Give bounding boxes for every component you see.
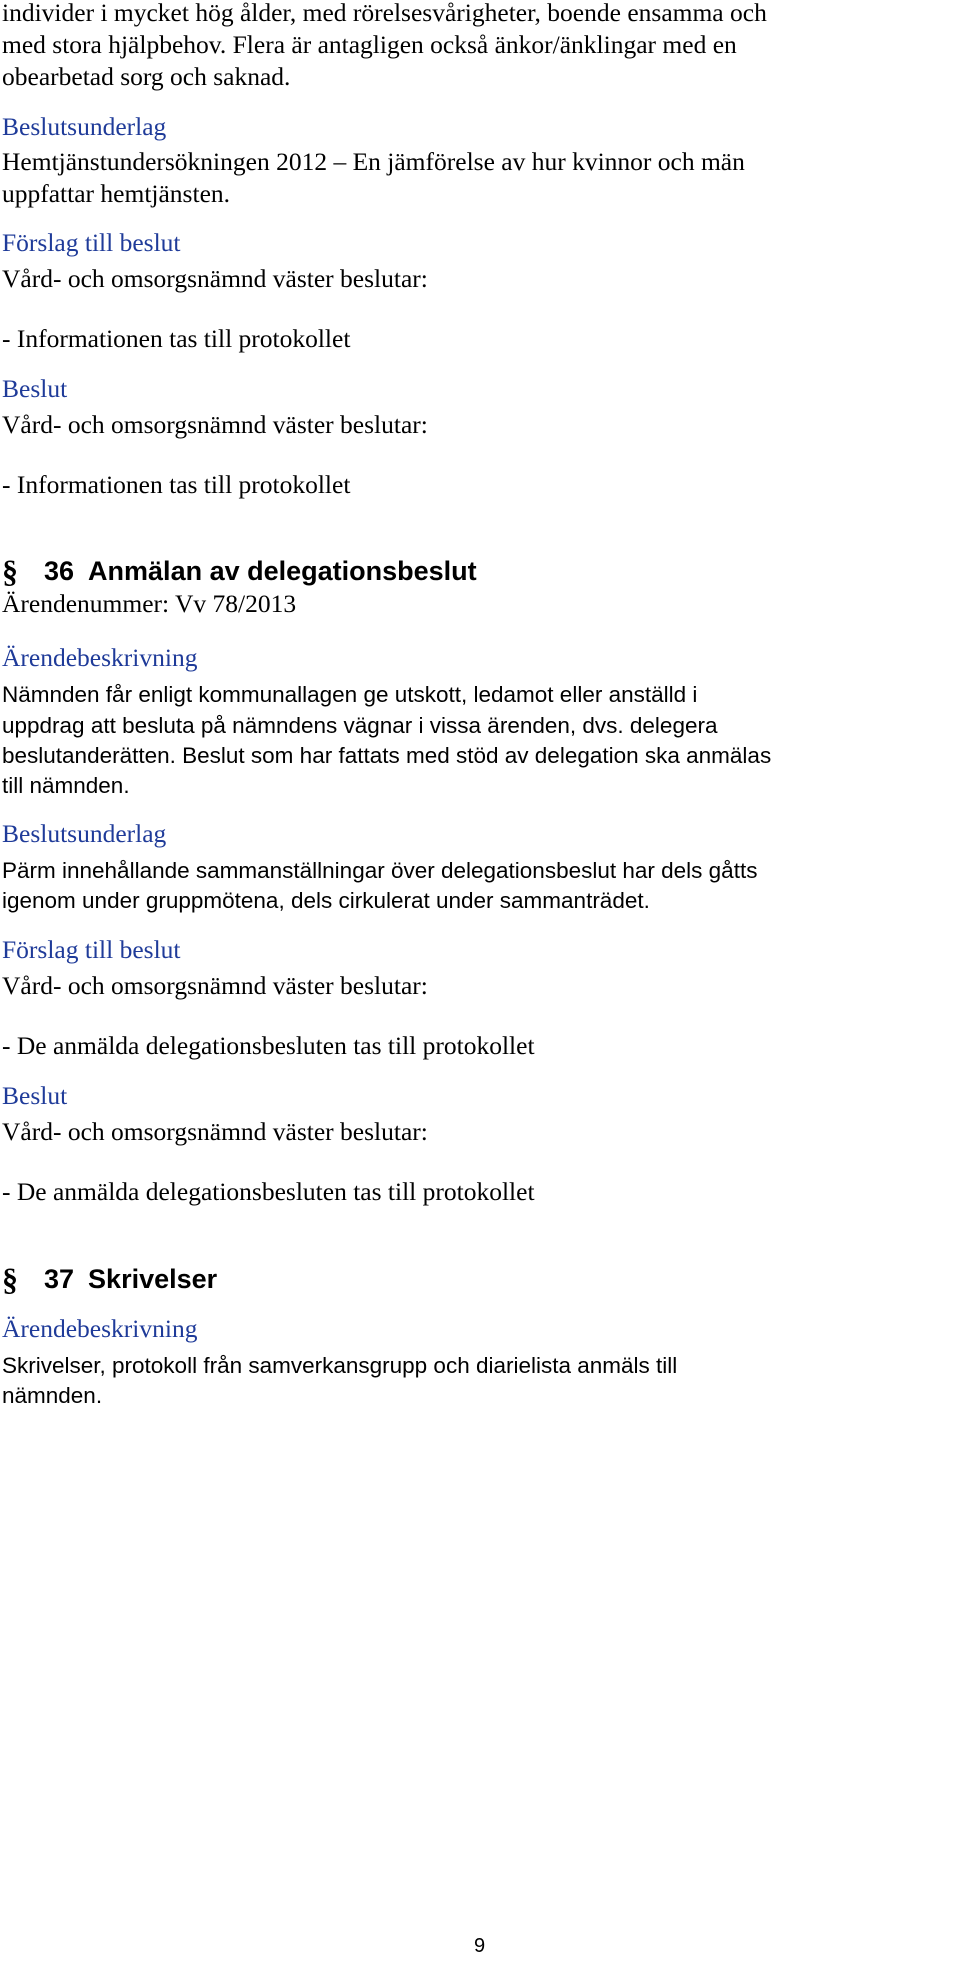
section-36-heading bbox=[2, 554, 477, 588]
section-37-beskrivning-line-1: Skrivelser, protokoll från samverkansgrupp och diarielista anmäls till bbox=[2, 1353, 678, 1378]
intro-line-1: individer i mycket hög ålder, med rörelsesvårigheter, boende ensamma och bbox=[2, 0, 767, 27]
intro-line-3: obearbetad sorg och saknad. bbox=[2, 62, 291, 91]
page-number: 9 bbox=[474, 1935, 486, 1957]
section-36-title: Anmälan av delegationsbeslut bbox=[88, 556, 477, 586]
section-37-title: Skrivelser bbox=[88, 1264, 218, 1294]
prev-underlag-line-1: Hemtjänstundersökningen 2012 – En jämförelse av hur kvinnor och män bbox=[2, 147, 745, 176]
prev-beslut-item: - Informationen tas till protokollet bbox=[2, 470, 351, 499]
section-36-beslut-item: - De anmälda delegationsbesluten tas till protokollet bbox=[2, 1177, 535, 1206]
prev-beslut-text: Vård- och omsorgsnämnd väster beslutar: bbox=[2, 410, 428, 439]
section-sign-icon bbox=[2, 1262, 22, 1296]
section-36-number: 36 bbox=[44, 556, 75, 586]
section-36-forslag-item: - De anmälda delegationsbesluten tas till protokollet bbox=[2, 1031, 535, 1060]
section-36-beskrivning-line-3: beslutanderätten. Beslut som har fattats med stöd av delegation ska anmälas bbox=[2, 743, 772, 768]
section-36-underlag-line-1: Pärm innehållande sammanställningar över delegationsbeslut har dels gåtts bbox=[2, 858, 758, 883]
section-36-beskrivning-line-2: uppdrag att besluta på nämndens vägnar i vissa ärenden, dvs. delegera bbox=[2, 713, 718, 738]
section-sign-icon bbox=[2, 554, 22, 588]
section-37-heading bbox=[2, 1262, 217, 1296]
section-37-number: 37 bbox=[44, 1264, 75, 1294]
prev-underlag-line-2: uppfattar hemtjänsten. bbox=[2, 179, 231, 208]
prev-forslag-text: Vård- och omsorgsnämnd väster beslutar: bbox=[2, 264, 428, 293]
section-36-beskrivning-heading: Ärendebeskrivning bbox=[2, 643, 198, 672]
section-37-beskrivning-line-2: nämnden. bbox=[2, 1383, 103, 1408]
section-36-beskrivning-line-1: Nämnden får enligt kommunallagen ge utskott, ledamot eller anställd i bbox=[2, 682, 698, 707]
section-36-beskrivning-line-4: till nämnden. bbox=[2, 773, 130, 798]
section-36-beslut-heading: Beslut bbox=[2, 1081, 68, 1110]
section-36-forslag-heading: Förslag till beslut bbox=[2, 935, 181, 964]
intro-line-2: med stora hjälpbehov. Flera är antagligen också änkor/änklingar med en bbox=[2, 30, 737, 59]
svg-text:§: § bbox=[2, 554, 18, 588]
prev-beslut-heading: Beslut bbox=[2, 374, 68, 403]
prev-forslag-heading: Förslag till beslut bbox=[2, 228, 181, 257]
prev-forslag-item: - Informationen tas till protokollet bbox=[2, 324, 351, 353]
section-36-underlag-heading: Beslutsunderlag bbox=[2, 819, 167, 848]
section-37-beskrivning-heading: Ärendebeskrivning bbox=[2, 1314, 198, 1343]
section-36-forslag-text: Vård- och omsorgsnämnd väster beslutar: bbox=[2, 971, 428, 1000]
section-36-arendenummer: Ärendenummer: Vv 78/2013 bbox=[2, 589, 297, 618]
prev-underlag-heading: Beslutsunderlag bbox=[2, 112, 167, 141]
section-36-beslut-text: Vård- och omsorgsnämnd väster beslutar: bbox=[2, 1117, 428, 1146]
section-36-underlag-line-2: igenom under gruppmötena, dels cirkulerat under sammanträdet. bbox=[2, 888, 650, 913]
svg-text:§: § bbox=[2, 1262, 18, 1296]
